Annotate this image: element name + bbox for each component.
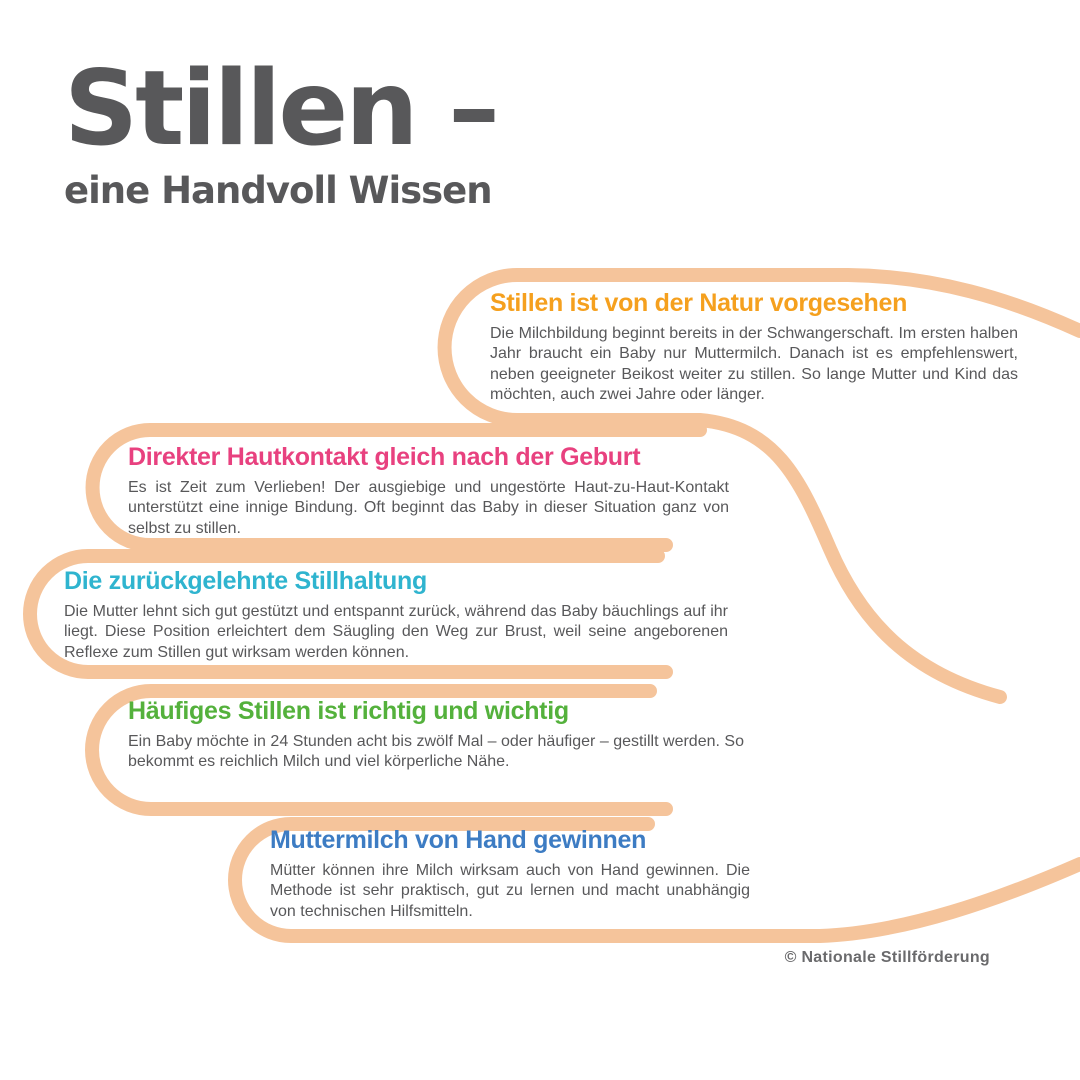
section-laid-back-position-body: Die Mutter lehnt sich gut gestützt und entspannt zurück, während das Baby bäuchlings auf ihr liegt. Diese Position erleichtert dem Säugling den Weg zur Brust, weil seine angeborenen Reflexe zum Stillen gut wirksam werden können. [64,603,728,661]
section-laid-back-position-heading: Die zurückgelehnte Stillhaltung [64,567,427,595]
section-laid-back-position [64,568,728,663]
copyright-notice: © Nationale Stillförderung [784,949,990,966]
section-frequent-nursing-heading: Häufiges Stillen ist richtig und wichtig [128,697,569,725]
section-nature-body: Die Milchbildung beginnt bereits in der Schwangerschaft. Im ersten halben Jahr braucht ein Baby nur Muttermilch. Danach ist es empfehlenswert, neben geeigneter Beikost weiter zu stillen. So lange Mutter und Kind das möchten, auch zwei Jahre oder länger. [490,325,1018,403]
page-subtitle: eine Handvoll Wissen [64,169,492,212]
section-hand-expression-heading: Muttermilch von Hand gewinnen [270,826,647,854]
section-skin-contact-heading: Direkter Hautkontakt gleich nach der Geburt [128,443,641,471]
section-skin-contact [128,444,729,539]
title-block [64,49,497,212]
section-nature [490,290,1018,405]
section-frequent-nursing [128,698,744,773]
section-hand-expression-body: Mütter können ihre Milch wirksam auch von Hand gewinnen. Die Methode ist sehr praktisch, gut zu lernen und macht unabhängig von technischen Hilfsmitteln. [270,862,750,920]
page-title: Stillen – [64,49,497,169]
section-hand-expression [270,827,750,922]
section-nature-heading: Stillen ist von der Natur vorgesehen [490,289,908,317]
section-frequent-nursing-body: Ein Baby möchte in 24 Stunden acht bis zwölf Mal – oder häufiger – gestillt werden. So bekommt es reichlich Milch und viel körperliche Nähe. [128,733,744,771]
section-skin-contact-body: Es ist Zeit zum Verlieben! Der ausgiebige und ungestörte Haut-zu-Haut-Kontakt unterstützt eine innige Bindung. Oft beginnt das Baby in dieser Situation ganz von selbst zu stillen. [128,479,729,537]
